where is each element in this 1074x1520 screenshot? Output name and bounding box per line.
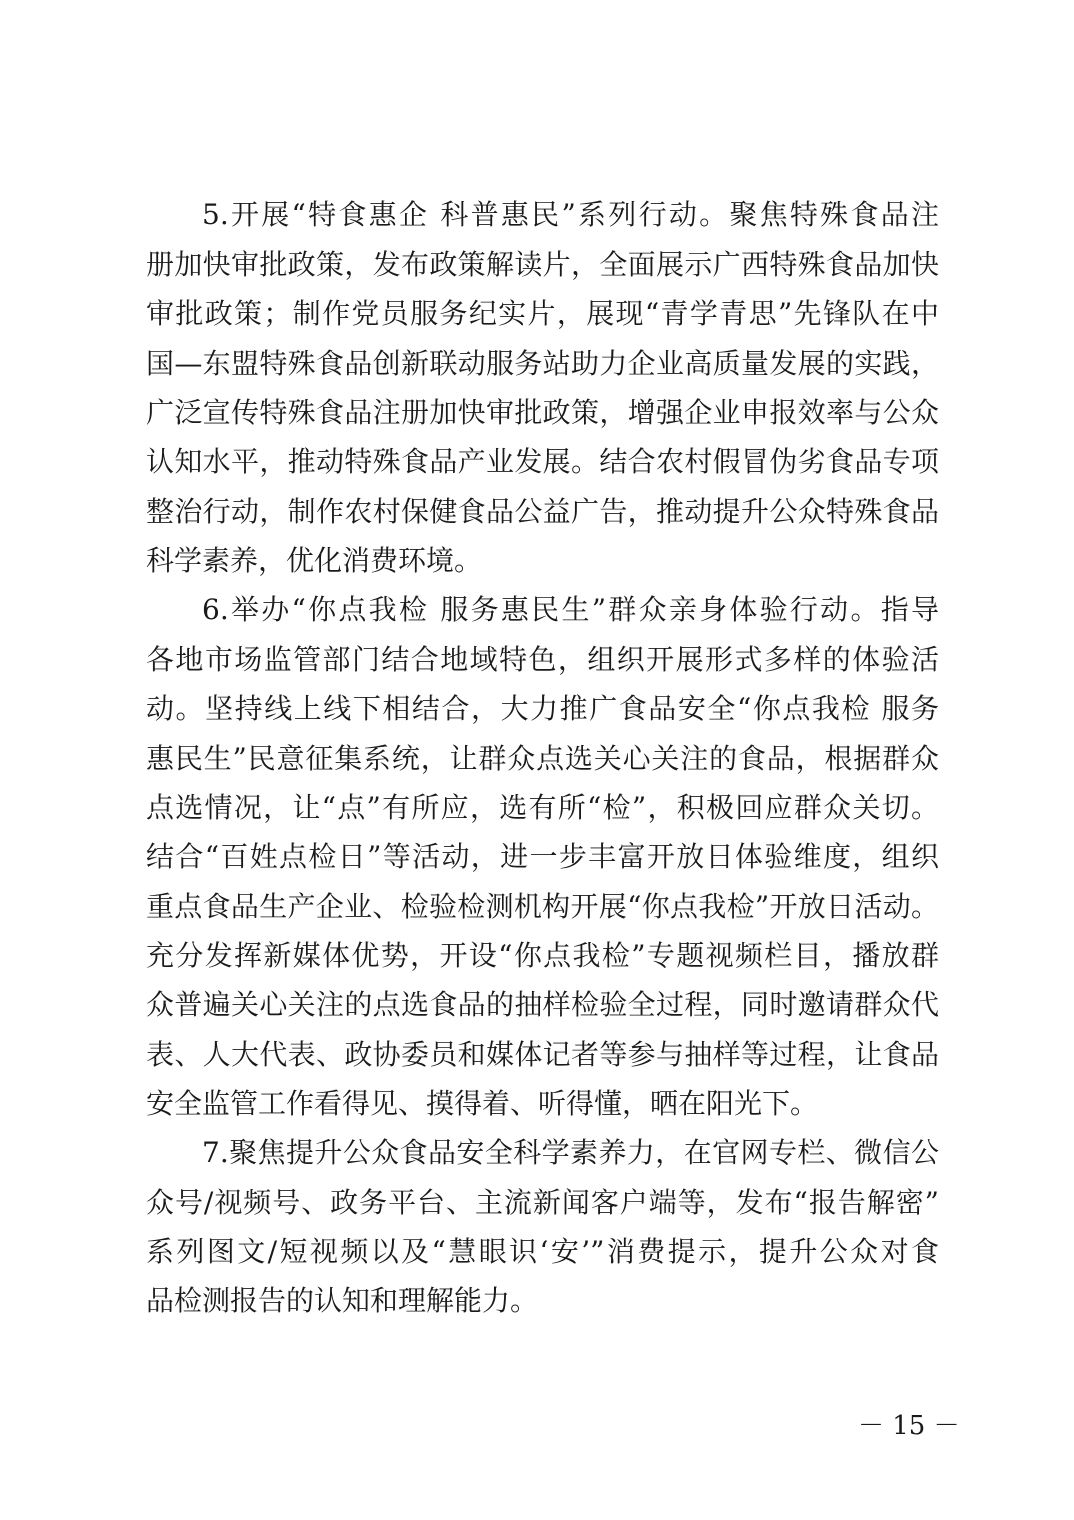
paragraph-7-line-1: 7.聚焦提升公众食品安全科学素养力，在官网专栏、微信公 <box>202 1136 939 1169</box>
paragraph-5-line-4: 国—东盟特殊食品创新联动服务站助力企业高质量发展的实践， <box>146 347 939 380</box>
paragraph-5-line-7: 整治行动，制作农村保健食品公益广告，推动提升公众特殊食品 <box>146 495 939 528</box>
paragraph-7-line-4: 品检测报告的认知和理解能力。 <box>146 1284 539 1317</box>
paragraph-6-line-9: 众普遍关心关注的点选食品的抽样检验全过程，同时邀请群众代 <box>146 988 939 1021</box>
paragraph-5-line-3: 审批政策；制作党员服务纪实片，展现“青学青思”先锋队在中 <box>146 297 939 330</box>
paragraph-7-line-3: 系列图文/短视频以及“慧眼识‘安’”消费提示，提升公众对食 <box>146 1235 939 1268</box>
paragraph-6-line-1: 6.举办“你点我检 服务惠民生”群众亲身体验行动。指导 <box>202 593 939 626</box>
paragraph-6-line-5: 点选情况，让“点”有所应，选有所“检”，积极回应群众关切。 <box>146 791 939 824</box>
paragraph-6-line-6: 结合“百姓点检日”等活动，进一步丰富开放日体验维度，组织 <box>146 840 939 873</box>
paragraph-6-line-11: 安全监管工作看得见、摸得着、听得懂，晒在阳光下。 <box>146 1087 819 1120</box>
paragraph-5-line-5: 广泛宣传特殊食品注册加快审批政策，增强企业申报效率与公众 <box>146 396 939 429</box>
paragraph-6-line-7: 重点食品生产企业、检验检测机构开展“你点我检”开放日活动。 <box>146 890 939 923</box>
paragraph-5-line-2: 册加快审批政策，发布政策解读片，全面展示广西特殊食品加快 <box>146 248 939 281</box>
paragraph-5-line-1: 5.开展“特食惠企 科普惠民”系列行动。聚焦特殊食品注 <box>202 198 939 231</box>
paragraph-6-line-8: 充分发挥新媒体优势，开设“你点我检”专题视频栏目，播放群 <box>146 939 939 972</box>
paragraph-6-line-3: 动。坚持线上线下相结合，大力推广食品安全“你点我检 服务 <box>146 692 939 725</box>
page-number: － 15 － <box>858 1411 960 1441</box>
paragraph-6-line-4: 惠民生”民意征集系统，让群众点选关心关注的食品，根据群众 <box>146 742 939 775</box>
paragraph-5-line-8: 科学素养，优化消费环境。 <box>146 544 483 577</box>
paragraph-6-line-2: 各地市场监管部门结合地域特色，组织开展形式多样的体验活 <box>146 643 939 676</box>
paragraph-6-line-10: 表、人大代表、政协委员和媒体记者等参与抽样等过程，让食品 <box>146 1038 939 1071</box>
paragraph-5-line-6: 认知水平，推动特殊食品产业发展。结合农村假冒伪劣食品专项 <box>146 445 939 478</box>
paragraph-7-line-2: 众号/视频号、政务平台、主流新闻客户端等，发布“报告解密” <box>146 1186 939 1219</box>
